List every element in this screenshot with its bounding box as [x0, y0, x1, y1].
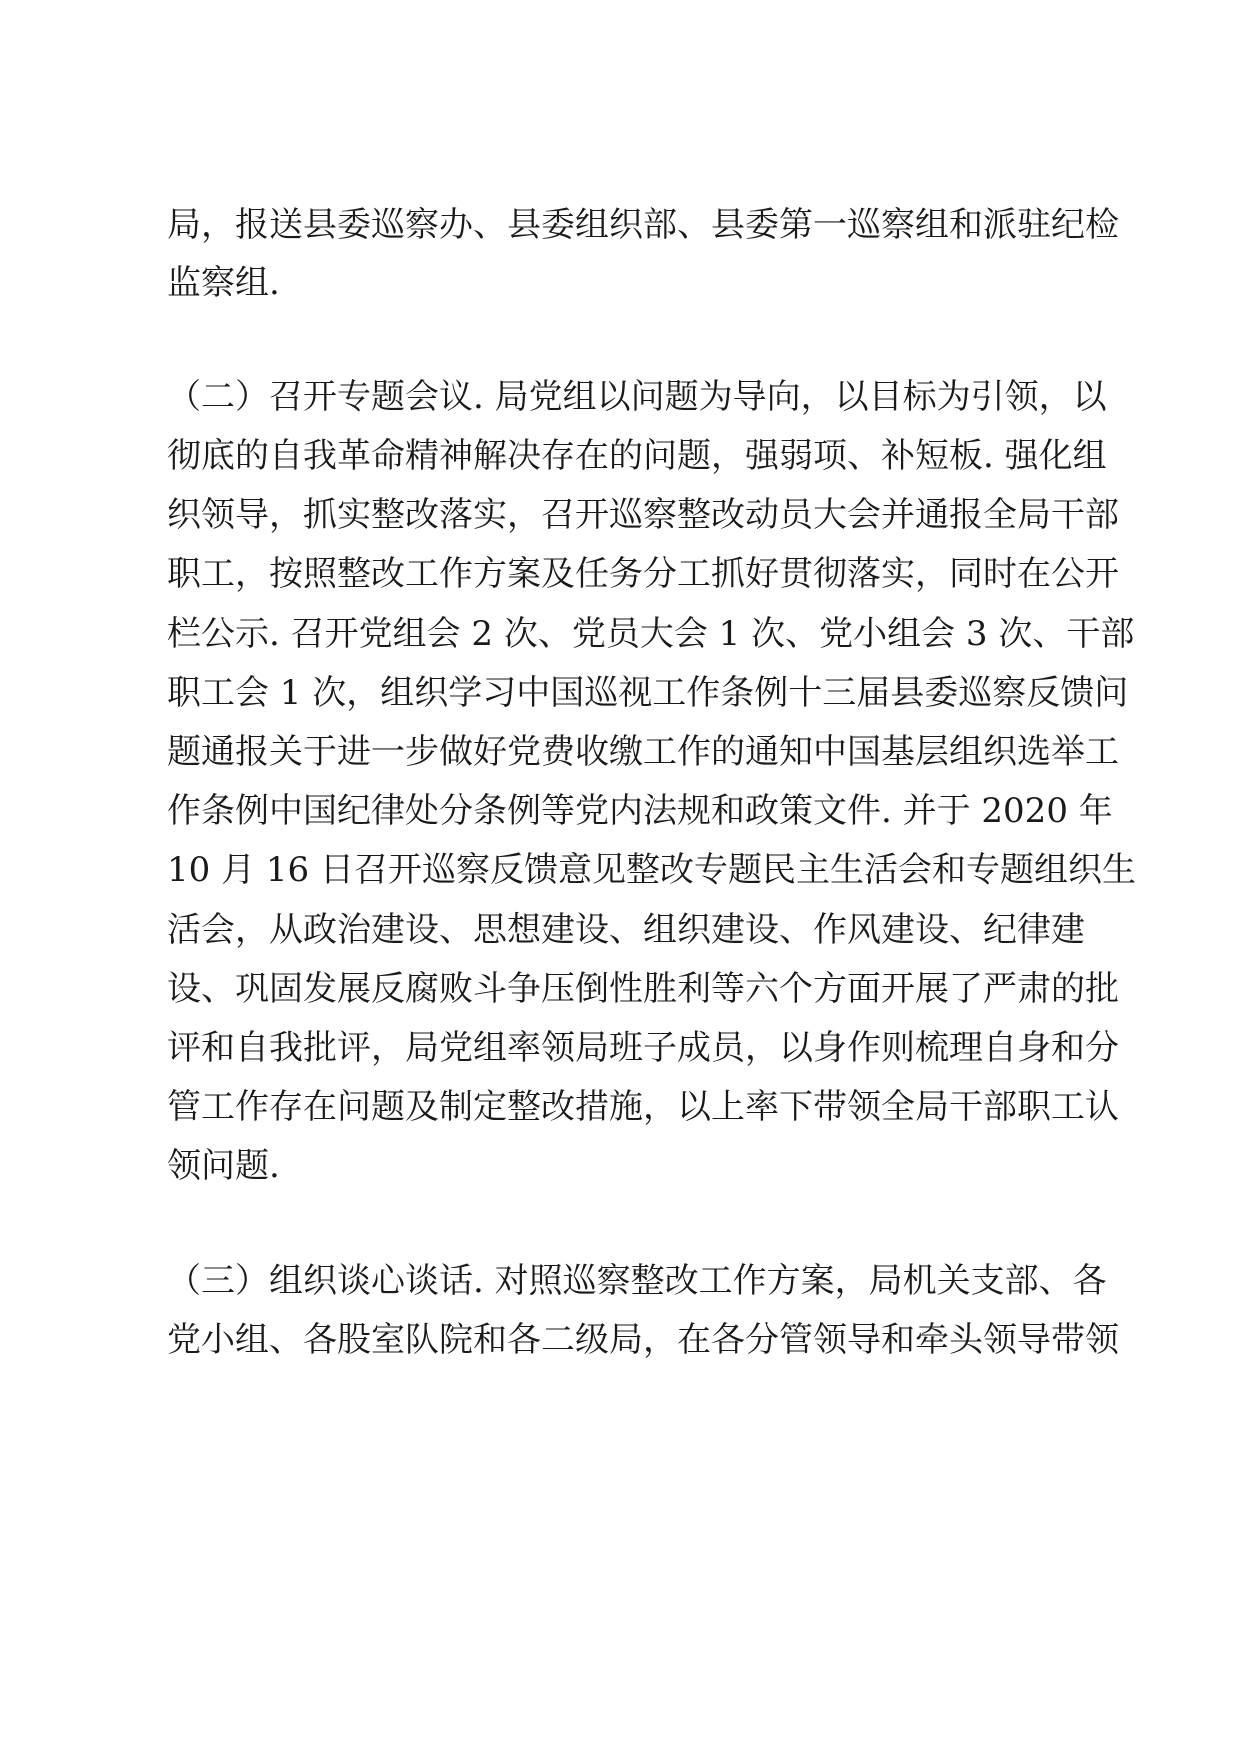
text-line: 活会，从政治建设、思想建设、组织建设、作风建设、纪律建	[167, 910, 1085, 950]
text-line: 彻底的自我革命精神解决存在的问题，强弱项、补短板. 强化组	[167, 436, 1107, 476]
text-line: 设、巩固发展反腐败斗争压倒性胜利等六个方面开展了严肃的批	[167, 969, 1119, 1009]
text-line: 织领导，抓实整改落实，召开巡察整改动员大会并通报全局干部	[167, 495, 1119, 535]
text-line: 评和自我批评，局党组率领局班子成员，以身作则梳理自身和分	[167, 1028, 1119, 1068]
text-line: （二）召开专题会议. 局党组以问题为导向，以目标为引领，以	[167, 377, 1107, 417]
text-line: 监察组.	[167, 263, 280, 303]
text-line: 领问题.	[167, 1146, 280, 1186]
text-line: 职工，按照整改工作方案及任务分工抓好贯彻落实，同时在公开	[167, 554, 1119, 594]
text-line: 题通报关于进一步做好党费收缴工作的通知中国基层组织选举工	[167, 732, 1119, 772]
text-line: 管工作存在问题及制定整改措施，以上率下带领全局干部职工认	[167, 1087, 1119, 1127]
text-line: 10 月 16 日召开巡察反馈意见整改专题民主生活会和专题组织生	[167, 850, 1136, 890]
text-line: 作条例中国纪律处分条例等党内法规和政策文件. 并于 2020 年	[167, 791, 1113, 831]
text-line: 职工会 1 次，组织学习中国巡视工作条例十三届县委巡察反馈问	[167, 673, 1129, 713]
text-line: 党小组、各股室队院和各二级局，在各分管领导和牵头领导带领	[167, 1320, 1119, 1360]
text-line: （三）组织谈心谈话. 对照巡察整改工作方案，局机关支部、各	[167, 1261, 1107, 1301]
text-line: 栏公示. 召开党组会 2 次、党员大会 1 次、党小组会 3 次、干部	[167, 614, 1135, 654]
text-line: 局，报送县委巡察办、县委组织部、县委第一巡察组和派驻纪检	[167, 205, 1119, 245]
